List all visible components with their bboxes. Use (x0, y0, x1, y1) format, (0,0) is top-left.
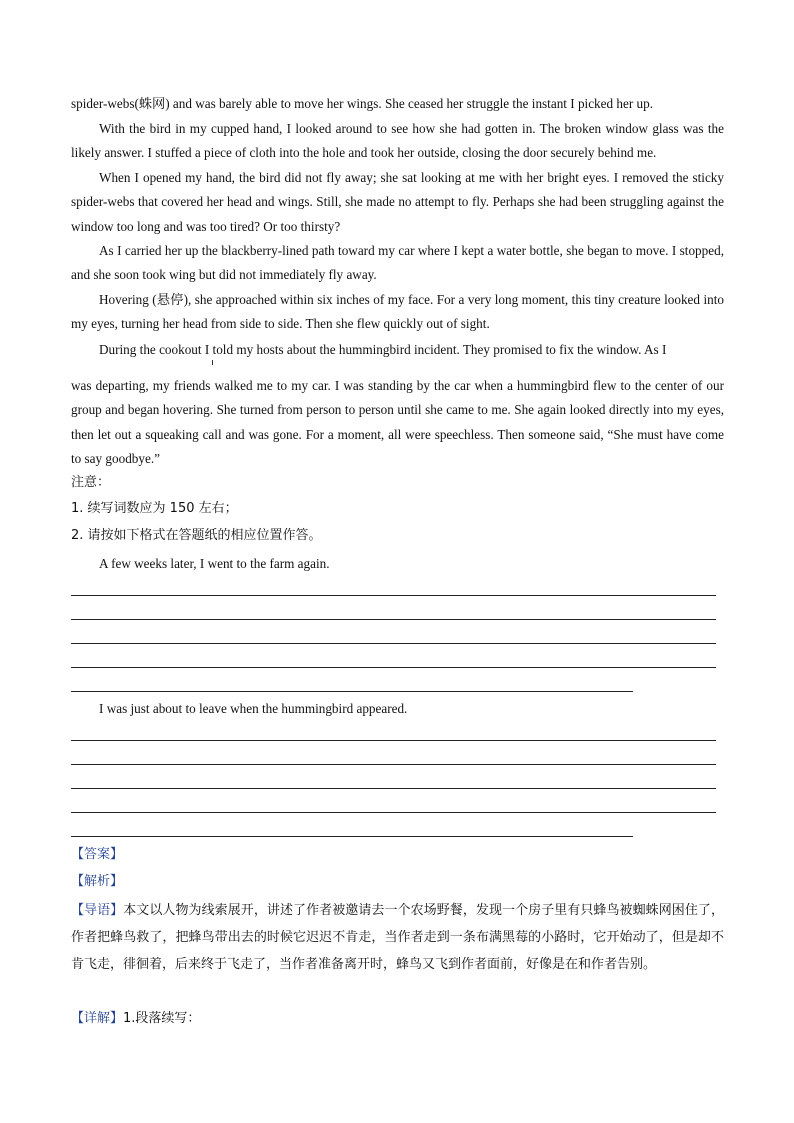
story-paragraph-6-start: During the cookout I told my hosts about the hummingbird incident. They promised to fix the window. As I (99, 342, 667, 357)
story-paragraph-2: With the bird in my cupped hand, I looked around to see how she had gotten in. The broken window glass was the likely answer. I stuffed a piece of cloth into the hole and took her outside, closing the door securely behind me. (71, 121, 724, 161)
answer-line (71, 812, 716, 813)
answer-line (71, 788, 716, 789)
detail-paragraph (71, 1007, 724, 1031)
notes-item-1: 1. 续写词数应为 150 左右； (71, 501, 238, 516)
answer-line (71, 595, 716, 596)
story-paragraph-5: Hovering (悬停), she approached within six inches of my face. For a very long moment, this tiny creature looked into my eyes, turning her head from side to side. Then she flew quickly out of sight. (71, 292, 724, 332)
intro-text: 本文以人物为线索展开，讲述了作者被邀请去一个农场野餐，发现一个房子里有只蜂鸟被蜘蛛网困住了，作者把蜂鸟救了，把蜂鸟带出去的时候它迟迟不肯走，当作者走到一条布满黑莓的小路时，它开始动了，但是却不肯飞走，徘徊着，后来终于飞走了，当作者准备离开时，蜂鸟又飞到作者面前，好像是在和作者告别。 (71, 903, 724, 972)
notes-title: 注意： (71, 475, 111, 490)
detail-tag: 【详解】 (71, 1011, 124, 1026)
answer-line (71, 619, 716, 620)
answer-line (71, 740, 716, 741)
notes-item-2: 2. 请按如下格式在答题纸的相应位置作答。 (71, 528, 322, 543)
intro-tag: 【导语】 (71, 903, 124, 918)
answer-line (71, 836, 633, 837)
story-paragraph-4: As I carried her up the blackberry-lined path toward my car where I kept a water bottle, she began to move. I stopped, and she soon took wing but did not immediately fly away. (71, 243, 724, 283)
stray-mark (212, 360, 213, 365)
answer-line (71, 667, 716, 668)
answer-line (71, 764, 716, 765)
analysis-tag: 【解析】 (71, 874, 124, 889)
story-paragraph-1: spider-webs(蛛网) and was barely able to move her wings. She ceased her struggle the instant I picked her up. (71, 96, 654, 111)
story-paragraph-3: When I opened my hand, the bird did not fly away; she sat looking at me with her bright eyes. I removed the sticky spider-webs that covered her head and wings. Still, she made no attempt to fly. Perhaps she had been struggling against the window too long and was too tired? Or too thirsty? (71, 170, 724, 234)
prompt-first: A few weeks later, I went to the farm again. (99, 556, 330, 571)
answer-line (71, 691, 633, 692)
prompt-second: I was just about to leave when the hummingbird appeared. (99, 701, 408, 716)
answer-tag: 【答案】 (71, 847, 124, 862)
story-paragraph-6-rest: was departing, my friends walked me to my car. I was standing by the car when a hummingbird flew to the center of our group and began hovering. She turned from person to person until she came to me. She again looked directly into my eyes, then let out a squeaking call and was gone. For a moment, all were speechless. Then someone said, “She must have come to say goodbye.” (71, 378, 724, 467)
intro-paragraph (71, 897, 724, 978)
detail-text: 1.段落续写： (123, 1011, 201, 1026)
answer-line (71, 643, 716, 644)
